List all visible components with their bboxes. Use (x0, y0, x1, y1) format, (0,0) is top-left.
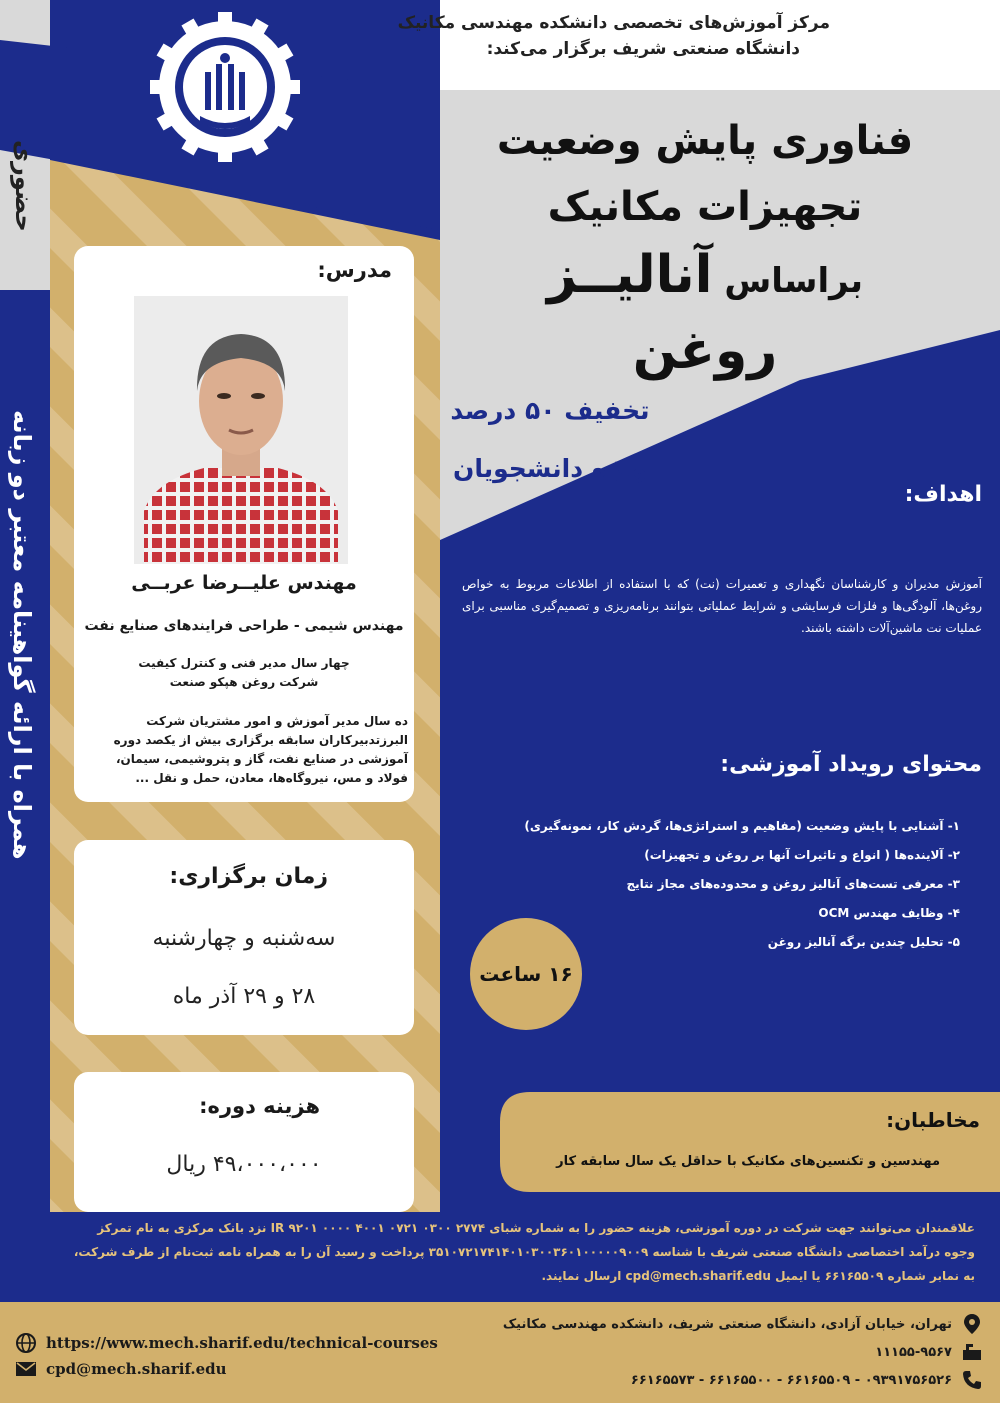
phone-row (444, 1366, 984, 1394)
cost-heading: هزینه دوره: (199, 1094, 320, 1118)
instructor-heading: مدرس: (317, 258, 392, 282)
instructor-photo-image (134, 296, 348, 564)
instructor-card (74, 246, 414, 802)
content-heading: محتوای رویداد آموزشی: (720, 752, 982, 777)
certificate-label: همراه با ارائه گواهینامه معتبر دو زبانه (8, 410, 36, 860)
address-text: تهران، خیابان آزادی، دانشگاه صنعتی شریف، دانشکده مهندسی مکانیک (502, 1316, 952, 1332)
cost-card (74, 1072, 414, 1212)
instructor-experience-1 (74, 654, 414, 692)
title-line-1: فناوری پایش وضعیت (496, 118, 914, 164)
list-item: ۵- تحلیل چندین برگه آنالیز روغن (767, 935, 960, 949)
phone-numbers: ۰۹۳۹۱۷۵۶۵۲۶ - ۶۶۱۶۵۵۰۹ - ۶۶۱۶۵۵۰۰ - ۶۶۱۶۵۵۷۳ (630, 1372, 952, 1388)
website-row (14, 1330, 494, 1356)
audience-heading: مخاطبان: (886, 1108, 980, 1132)
instructor-photo (134, 296, 348, 564)
payment-notice (30, 1216, 975, 1288)
title-line-3 (470, 240, 940, 392)
web-contact (14, 1330, 494, 1382)
postal-code: ۱۱۱۵۵-۹۵۶۷ (875, 1344, 952, 1360)
goals-text: آموزش مدیران و کارشناسان نگهداری و تعمیرات (نت) که با استفاده از اطلاعات مربوط به خواص روغن‌ها، آلودگی‌ها و فلزات فرسایشی و شرایط عملیاتی بتوانند برنامه‌ریزی و تصمیم‌گیری مناسبی برای عملیات نت ماشین‌آلات داشته باشند. (462, 577, 982, 635)
organizer-line-1: مرکز آموزش‌های تخصصی دانشکده مهندسی مکانیک (397, 13, 830, 33)
discount-line-2: ویژه دانشجویان (453, 454, 647, 483)
title-line-3-prefix: براساس (724, 261, 864, 301)
in-person-label: حضوری (10, 140, 38, 232)
title-line-2: تجهیزات مکانیک (547, 184, 863, 230)
schedule-dates: ۲۸ و ۲۹ آذر ماه (172, 984, 316, 1009)
audience-text: مهندسین و تکنسین‌های مکانیک با حداقل یک سال سابقه کار (556, 1154, 940, 1169)
notice-line-3: به نمابر شماره ۶۶۱۶۵۵۰۹ یا ایمیل cpd@mech.sharif.edu ارسال نمایند. (541, 1269, 975, 1283)
content-list (500, 812, 960, 957)
organizer-line-2: دانشگاه صنعتی شریف برگزار می‌کند: (486, 39, 800, 59)
instructor-experience-2: ده سال مدیر آموزش و امور مشتریان شرکت البرزتدبیرکاران سابقه برگزاری بیش از یکصد دوره آموزشی در صنایع نفت، گاز و پتروشیمی، سیمان، فولاد و مس، نیروگاه‌ها، معادن، حمل و نقل ... (113, 714, 408, 785)
globe-icon (14, 1331, 38, 1355)
list-item: ۲- آلاینده‌ها ( انواع و تاثیرات آنها بر روغن و تجهیزات) (644, 848, 960, 862)
schedule-card (74, 840, 414, 1035)
student-discount (430, 382, 670, 498)
organizer-text (230, 10, 830, 62)
contact-info (444, 1310, 984, 1394)
address-row (444, 1310, 984, 1338)
email-row (14, 1356, 494, 1382)
course-hours-badge (470, 918, 582, 1030)
notice-line-1: علاقمندان می‌توانند جهت شرکت در دوره آموزشی، هزینه حضور را به شماره شبای IR ۹۲۰۱ ۰۰۰۰ ۴۰۰۱ ۰۷۲۱ ۰۳۰۰ ۲۷۷۴ نزد بانک مرکزی به نام تمرکز (97, 1221, 975, 1235)
course-hours-text: ۱۶ ساعت (479, 962, 573, 986)
list-item: ۱- آشنایی با پایش وضعیت (مفاهیم و استراتژی‌ها، گردش کار، نمونه‌گیری) (524, 819, 960, 833)
envelope-icon (14, 1357, 38, 1381)
schedule-heading: زمان برگزاری: (169, 864, 328, 889)
postal-box-icon (960, 1340, 984, 1364)
experience-1-line-2: شرکت روغن هپکو صنعت (169, 675, 319, 689)
list-item: ۳- معرفی تست‌های آنالیز روغن و محدوده‌های مجاز نتایج (626, 877, 960, 891)
title-line-3-highlight: آنالیــز روغن (546, 245, 778, 381)
list-item: ۴- وظایف مهندس OCM (818, 906, 960, 920)
goals-heading: اهداف: (904, 482, 982, 507)
course-title (470, 108, 940, 392)
notice-line-2: وجوه درآمد اختصاصی دانشگاه صنعتی شریف با شناسه ۳۵۱۰۷۲۱۷۴۱۴۰۱۰۳۰۰۳۶۰۱۰۰۰۰۰۹۰۰۹ پرداخت و رسید آن را به همراه نامه ثبت‌نام از طرف شرکت، (73, 1245, 975, 1259)
location-pin-icon (960, 1312, 984, 1336)
instructor-degree: مهندس شیمی - طراحی فرایندهای صنایع نفت (84, 618, 404, 634)
website-link[interactable]: https://www.mech.sharif.edu/technical-courses (46, 1334, 438, 1352)
experience-1-line-1: چهار سال مدیر فنی و کنترل کیفیت (138, 656, 350, 670)
phone-icon (960, 1368, 984, 1392)
schedule-days: سه‌شنبه و چهارشنبه (152, 926, 336, 951)
discount-line-1: تخفیف ۵۰ درصد (450, 396, 650, 425)
email-link[interactable]: cpd@mech.sharif.edu (46, 1360, 227, 1378)
instructor-name: مهندس علیــرضا عربــی (131, 572, 357, 594)
postal-row (444, 1338, 984, 1366)
cost-value: ۴۹،۰۰۰،۰۰۰ ریال (166, 1152, 322, 1177)
